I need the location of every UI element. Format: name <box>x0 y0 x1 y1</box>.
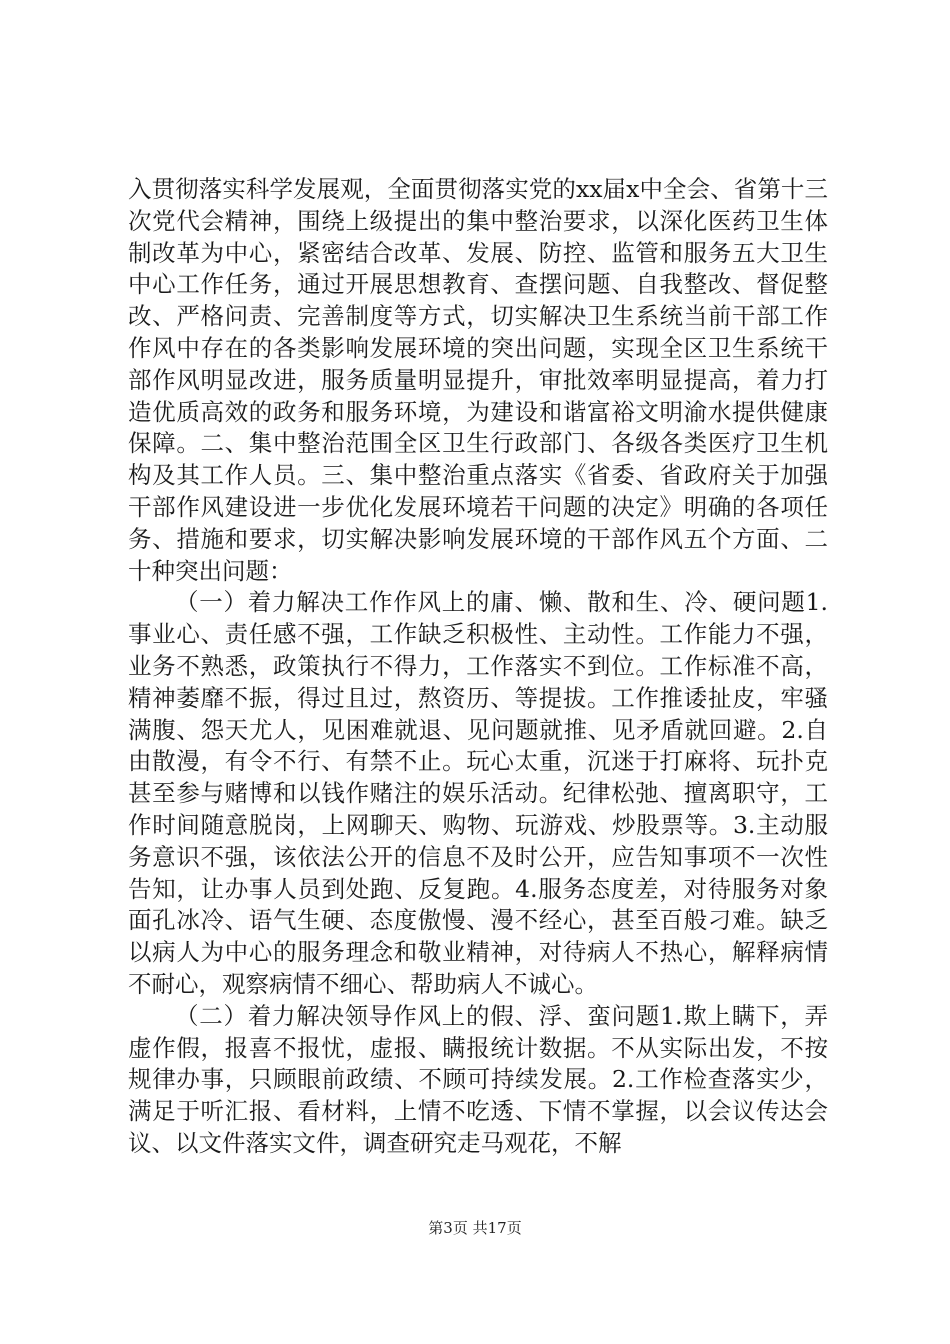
document-body <box>128 174 828 1160</box>
page-footer <box>0 1217 950 1238</box>
paragraph-1: 入贯彻落实科学发展观，全面贯彻落实党的xx届x中全会、省第十三次党代会精神，围绕上级提出的集中整治要求，以深化医药卫生体制改革为中心，紧密结合改革、发展、防控、监管和服务五大卫生中心工作任务，通过开展思想教育、查摆问题、自我整改、督促整改、严格问责、完善制度等方式，切实解决卫生系统当前干部工作作风中存在的各类影响发展环境的突出问题，实现全区卫生系统干部作风明显改进，服务质量明显提升，审批效率明显提高，着力打造优质高效的政务和服务环境，为建设和谐富裕文明渝水提供健康保障。二、集中整治范围全区卫生行政部门、各级各类医疗卫生机构及其工作人员。三、集中整治重点落实《省委、省政府关于加强干部作风建设进一步优化发展环境若干问题的决定》明确的各项任务、措施和要求，切实解决影响发展环境的干部作风五个方面、二十种突出问题： <box>128 175 828 585</box>
paragraph-2: （一）着力解决工作作风上的庸、懒、散和生、冷、硬问题1.事业心、责任感不强，工作缺乏积极性、主动性。工作能力不强，业务不熟悉，政策执行不得力，工作落实不到位。工作标准不高，精神萎靡不振，得过且过，熬资历、等提拔。工作推诿扯皮，牢骚满腹、怨天尤人，见困难就退、见问题就推、见矛盾就回避。2.自由散漫，有令不行、有禁不止。玩心太重，沉迷于打麻将、玩扑克甚至参与赌博和以钱作赌注的娱乐活动。纪律松弛、擅离职守，工作时间随意脱岗，上网聊天、购物、玩游戏、炒股票等。3.主动服务意识不强，该依法公开的信息不及时公开，应告知事项不一次性告知，让办事人员到处跑、反复跑。4.服务态度差，对待服务对象面孔冰冷、语气生硬、态度傲慢、漫不经心，甚至百般刁难。缺乏以病人为中心的服务理念和敬业精神，对待病人不热心，解释病情不耐心，观察病情不细心、帮助病人不诚心。 <box>128 588 828 998</box>
paragraph-3: （二）着力解决领导作风上的假、浮、蛮问题1.欺上瞒下，弄虚作假，报喜不报忧，虚报、瞒报统计数据。不从实际出发，不按规律办事，只顾眼前政绩、不顾可持续发展。2.工作检查落实少，满足于听汇报、看材料，上情不吃透、下情不掌握，以会议传达会议、以文件落实文件，调查研究走马观花，不解 <box>128 1001 828 1157</box>
page-number: 第3页 共17页 <box>428 1219 522 1237</box>
